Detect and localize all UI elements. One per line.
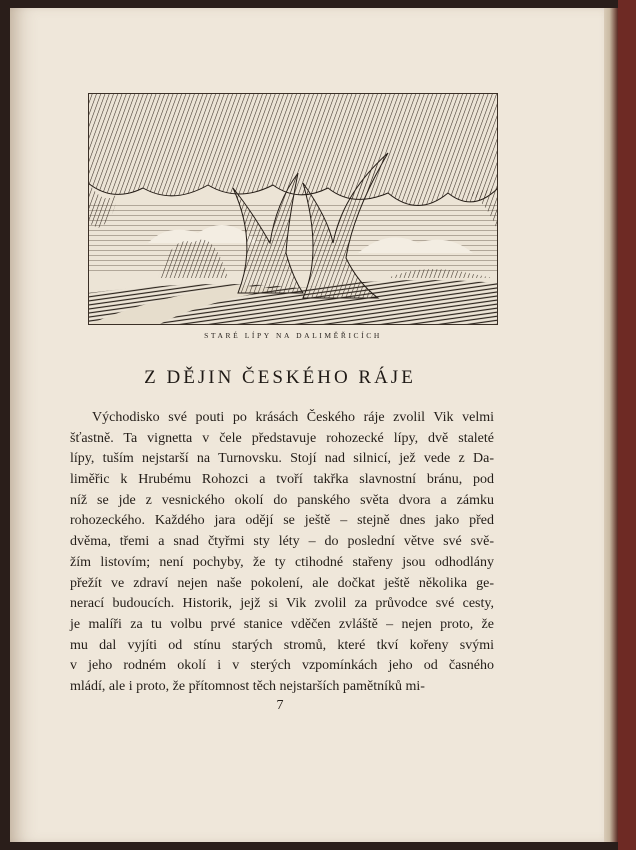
- text-line: liměřic k Hrubému Rohozci a tvoří takřka slavnostní bránu, pod: [70, 472, 494, 488]
- text-line: nerací budoucích. Historik, jejž si Vik zvolil za průvodce své cesty,: [70, 596, 494, 612]
- text-line: mládí, ale i proto, že přítomnost těch nejstarších pamětníků mi-: [70, 678, 425, 694]
- chapter-title: Z DĚJIN ČESKÉHO RÁJE: [144, 367, 416, 388]
- book-binding: [618, 0, 636, 850]
- text-line: rohozeckého. Každého jara odějí se ještě – stejně dnes jako před: [70, 513, 494, 529]
- page-number: 7: [276, 698, 284, 713]
- illustration-caption: STARÉ LÍPY NA DALIMĚŘICÍCH: [204, 331, 382, 340]
- text-line: je malíři za tu volbu prvé stanice vděčen zvláště – nejen proto, že: [70, 616, 494, 632]
- text-line: níž se jde z vesnického okolí do panského světa dvora a zámku: [70, 492, 494, 508]
- text-line: v jeho rodném okolí i v sterých vzpomínkách jeho od časného: [70, 658, 494, 674]
- text-line: Východisko své pouti po krásách Českého ráje zvolil Vik velmi: [92, 410, 494, 425]
- text-line: dvěma, třemi a snad čtyřmi sty léty – do poslední větve své svě-: [70, 534, 494, 550]
- text-line: žím listovím; není pochyby, že ty ctihodné stařeny jsou odhodlány: [70, 554, 494, 570]
- text-line: lípy, tuším nejstarší na Turnovsku. Stojí nad silnicí, jež vede z Da-: [70, 451, 494, 467]
- text-line: přežít ve zdraví nejen naše pokolení, ale dočkat ještě několika ge-: [70, 575, 494, 591]
- text-line: mu dal vyjíti od stínu starých stromů, které tkví kořeny svými: [70, 637, 494, 653]
- page-edge: [604, 8, 618, 842]
- engraving-of-old-linden-trees-icon: [88, 93, 498, 325]
- body-paragraph: [70, 408, 494, 698]
- text-line: šťastně. Ta vignetta v čele představuje rohozecké lípy, dvě staleté: [70, 430, 494, 446]
